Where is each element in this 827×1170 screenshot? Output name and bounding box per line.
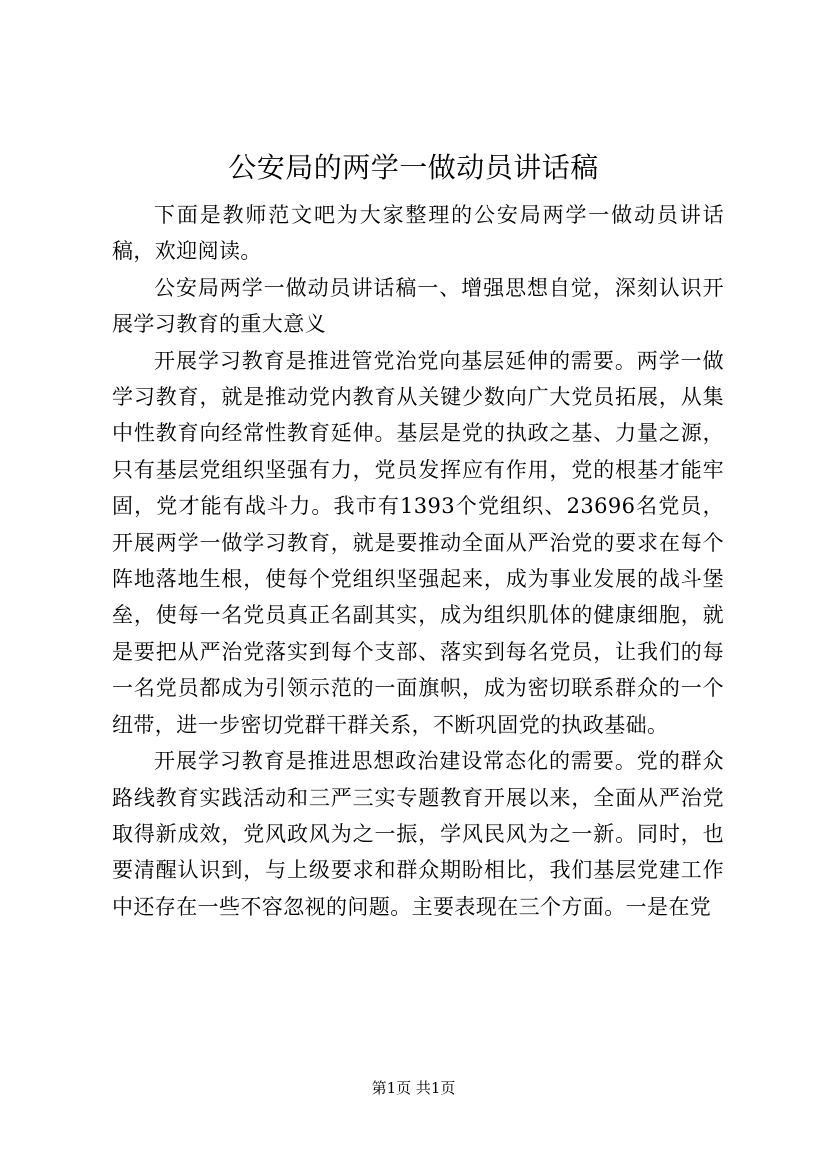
page-footer bbox=[0, 1078, 827, 1098]
page-number-label: 第1页 共1页 bbox=[371, 1079, 456, 1097]
document-title: 公安局的两学一做动员讲话稿 bbox=[228, 151, 599, 184]
paragraph-ideology: 开展学习教育是推进思想政治建设常态化的需要。党的群众路线教育实践活动和三严三实专题教育开展以来，全面从严治党取得新成效，党风政风为之一振，学风民风为之一新。同时，也要清醒认识到，与上级要求和群众期盼相比，我们基层党建工作中还存在一些不容忽视的问题。主要表现在三个方面。一是在党 bbox=[112, 749, 724, 919]
paragraph-grassroots: 开展学习教育是推进管党治党向基层延伸的需要。两学一做学习教育，就是推动党内教育从关键少数向广大党员拓展，从集中性教育向经常性教育延伸。基层是党的执政之基、力量之源，只有基层党组织坚强有力，党员发挥应有作用，党的根基才能牢固，党才能有战斗力。我市有1393个党组织、23696名党员，开展两学一做学习教育，就是要推动全面从严治党的要求在每个阵地落地生根，使每个党组织坚强起来，成为事业发展的战斗堡垒，使每一名党员真正名副其实，成为组织肌体的健康细胞，就是要把从严治党落实到每个支部、落实到每名党员，让我们的每一名党员都成为引领示范的一面旗帜，成为密切联系群众的一个纽带，进一步密切党群干群关系，不断巩固党的执政基础。 bbox=[112, 348, 724, 737]
paragraph-intro: 下面是教师范文吧为大家整理的公安局两学一做动员讲话稿，欢迎阅读。 bbox=[112, 203, 724, 264]
paragraph-section-heading: 公安局两学一做动员讲话稿一、增强思想自觉，深刻认识开展学习教育的重大意义 bbox=[112, 275, 724, 337]
document-body bbox=[112, 197, 724, 925]
